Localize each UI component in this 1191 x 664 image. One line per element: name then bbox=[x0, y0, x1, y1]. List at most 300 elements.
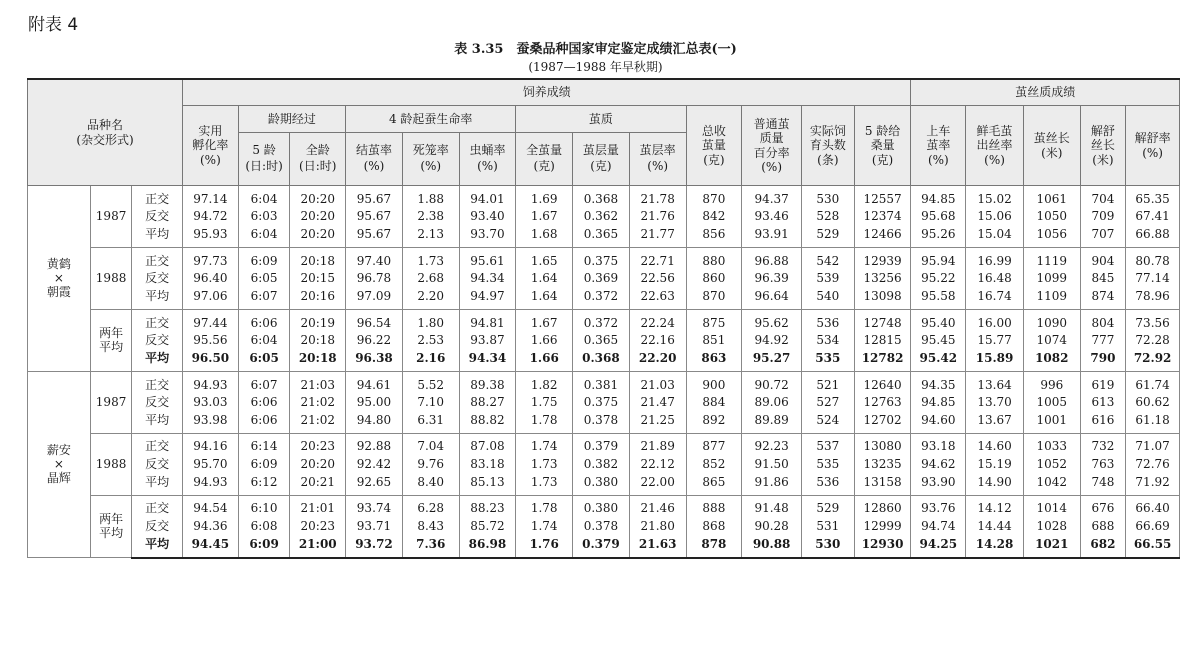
value-cell: 12748 bbox=[854, 309, 911, 331]
value-cell: 93.74 bbox=[346, 495, 403, 517]
value-cell: 22.00 bbox=[629, 473, 686, 495]
whole-weight-header: 全茧量 (克) bbox=[516, 133, 573, 186]
value-cell: 0.378 bbox=[573, 411, 630, 433]
value-cell: 90.72 bbox=[742, 371, 802, 393]
value-cell: 7.04 bbox=[402, 433, 459, 455]
value-cell: 688 bbox=[1080, 517, 1126, 535]
value-cell: 1014 bbox=[1023, 495, 1080, 517]
value-cell: 94.61 bbox=[346, 371, 403, 393]
value-cell: 878 bbox=[686, 535, 742, 558]
value-cell: 892 bbox=[686, 411, 742, 433]
value-cell: 2.38 bbox=[402, 208, 459, 226]
value-cell: 1.74 bbox=[516, 517, 573, 535]
value-cell: 93.46 bbox=[742, 208, 802, 226]
value-cell: 95.67 bbox=[346, 208, 403, 226]
value-cell: 12939 bbox=[854, 247, 911, 269]
value-cell: 888 bbox=[686, 495, 742, 517]
value-cell: 6.31 bbox=[402, 411, 459, 433]
value-cell: 12640 bbox=[854, 371, 911, 393]
table-row bbox=[28, 225, 1180, 247]
value-cell: 1050 bbox=[1023, 208, 1080, 226]
value-cell: 13080 bbox=[854, 433, 911, 455]
value-cell: 6:07 bbox=[238, 371, 290, 393]
value-cell: 529 bbox=[802, 225, 855, 247]
value-cell: 616 bbox=[1080, 411, 1126, 433]
value-cell: 95.62 bbox=[742, 309, 802, 331]
value-cell: 13.70 bbox=[966, 393, 1024, 411]
value-cell: 88.27 bbox=[459, 393, 516, 411]
value-cell: 0.369 bbox=[573, 270, 630, 288]
value-cell: 619 bbox=[1080, 371, 1126, 393]
value-cell: 93.03 bbox=[183, 393, 239, 411]
value-cell: 0.381 bbox=[573, 371, 630, 393]
value-cell: 0.375 bbox=[573, 393, 630, 411]
value-cell: 1.74 bbox=[516, 433, 573, 455]
value-cell: 94.36 bbox=[183, 517, 239, 535]
value-cell: 13.64 bbox=[966, 371, 1024, 393]
value-cell: 95.42 bbox=[911, 349, 966, 371]
value-cell: 1.78 bbox=[516, 495, 573, 517]
value-cell: 94.85 bbox=[911, 393, 966, 411]
value-cell: 676 bbox=[1080, 495, 1126, 517]
value-cell: 1061 bbox=[1023, 186, 1080, 208]
unwind-length-header: 解舒 丝长 (米) bbox=[1080, 106, 1126, 186]
filament-length-header: 茧丝长 (米) bbox=[1023, 106, 1080, 186]
value-cell: 93.72 bbox=[346, 535, 403, 558]
value-cell: 72.28 bbox=[1126, 331, 1180, 349]
value-cell: 95.56 bbox=[183, 331, 239, 349]
value-cell: 21.80 bbox=[629, 517, 686, 535]
value-cell: 12374 bbox=[854, 208, 911, 226]
cross-type-label: 正交 bbox=[132, 309, 183, 331]
value-cell: 732 bbox=[1080, 433, 1126, 455]
value-cell: 14.12 bbox=[966, 495, 1024, 517]
table-row bbox=[28, 331, 1180, 349]
value-cell: 13256 bbox=[854, 270, 911, 288]
value-cell: 1.73 bbox=[402, 247, 459, 269]
value-cell: 90.28 bbox=[742, 517, 802, 535]
value-cell: 6:06 bbox=[238, 411, 290, 433]
value-cell: 12782 bbox=[854, 349, 911, 371]
value-cell: 66.40 bbox=[1126, 495, 1180, 517]
value-cell: 0.380 bbox=[573, 473, 630, 495]
value-cell: 89.38 bbox=[459, 371, 516, 393]
value-cell: 12815 bbox=[854, 331, 911, 349]
cocoon-quality-header: 茧质 bbox=[516, 106, 686, 133]
value-cell: 865 bbox=[686, 473, 742, 495]
value-cell: 1005 bbox=[1023, 393, 1080, 411]
table-row bbox=[28, 208, 1180, 226]
value-cell: 996 bbox=[1023, 371, 1080, 393]
value-cell: 536 bbox=[802, 473, 855, 495]
table-row bbox=[28, 411, 1180, 433]
value-cell: 1074 bbox=[1023, 331, 1080, 349]
vitality-header: 4 龄起蚕生命率 bbox=[346, 106, 516, 133]
value-cell: 0.382 bbox=[573, 455, 630, 473]
value-cell: 93.71 bbox=[346, 517, 403, 535]
value-cell: 1.82 bbox=[516, 371, 573, 393]
value-cell: 97.73 bbox=[183, 247, 239, 269]
value-cell: 92.88 bbox=[346, 433, 403, 455]
value-cell: 0.372 bbox=[573, 309, 630, 331]
value-cell: 2.53 bbox=[402, 331, 459, 349]
value-cell: 9.76 bbox=[402, 455, 459, 473]
value-cell: 530 bbox=[802, 535, 855, 558]
value-cell: 6:12 bbox=[238, 473, 290, 495]
value-cell: 1082 bbox=[1023, 349, 1080, 371]
value-cell: 1.73 bbox=[516, 473, 573, 495]
value-cell: 1033 bbox=[1023, 433, 1080, 455]
cross-type-label: 平均 bbox=[132, 535, 183, 558]
value-cell: 67.41 bbox=[1126, 208, 1180, 226]
value-cell: 2.16 bbox=[402, 349, 459, 371]
value-cell: 1.69 bbox=[516, 186, 573, 208]
value-cell: 6:10 bbox=[238, 495, 290, 517]
value-cell: 868 bbox=[686, 517, 742, 535]
appendix-label: 附表 4 bbox=[28, 15, 79, 35]
value-cell: 21:01 bbox=[290, 495, 346, 517]
table-row bbox=[28, 535, 1180, 558]
value-cell: 5.52 bbox=[402, 371, 459, 393]
value-cell: 6:03 bbox=[238, 208, 290, 226]
pupa-rate-header: 虫蛹率 (%) bbox=[459, 133, 516, 186]
value-cell: 21.47 bbox=[629, 393, 686, 411]
value-cell: 94.93 bbox=[183, 473, 239, 495]
value-cell: 1021 bbox=[1023, 535, 1080, 558]
cross-type-label: 正交 bbox=[132, 371, 183, 393]
cross-type-label: 反交 bbox=[132, 517, 183, 535]
year-cell: 1987 bbox=[90, 371, 132, 433]
value-cell: 527 bbox=[802, 393, 855, 411]
value-cell: 94.34 bbox=[459, 270, 516, 288]
value-cell: 97.06 bbox=[183, 287, 239, 309]
value-cell: 860 bbox=[686, 270, 742, 288]
value-cell: 1001 bbox=[1023, 411, 1080, 433]
value-cell: 96.88 bbox=[742, 247, 802, 269]
value-cell: 900 bbox=[686, 371, 742, 393]
value-cell: 21:02 bbox=[290, 411, 346, 433]
table-row bbox=[28, 371, 1180, 393]
value-cell: 95.26 bbox=[911, 225, 966, 247]
value-cell: 95.94 bbox=[911, 247, 966, 269]
value-cell: 66.55 bbox=[1126, 535, 1180, 558]
value-cell: 1042 bbox=[1023, 473, 1080, 495]
value-cell: 877 bbox=[686, 433, 742, 455]
value-cell: 8.43 bbox=[402, 517, 459, 535]
shell-weight-header: 茧层量 (克) bbox=[573, 133, 630, 186]
value-cell: 0.379 bbox=[573, 433, 630, 455]
value-cell: 6:09 bbox=[238, 535, 290, 558]
value-cell: 8.40 bbox=[402, 473, 459, 495]
value-cell: 1.76 bbox=[516, 535, 573, 558]
value-cell: 12763 bbox=[854, 393, 911, 411]
value-cell: 20:18 bbox=[290, 247, 346, 269]
table-row bbox=[28, 495, 1180, 517]
value-cell: 6:14 bbox=[238, 433, 290, 455]
value-cell: 535 bbox=[802, 349, 855, 371]
value-cell: 1.78 bbox=[516, 411, 573, 433]
value-cell: 93.90 bbox=[911, 473, 966, 495]
year-cell: 1988 bbox=[90, 433, 132, 495]
value-cell: 89.89 bbox=[742, 411, 802, 433]
value-cell: 15.77 bbox=[966, 331, 1024, 349]
value-cell: 6:06 bbox=[238, 309, 290, 331]
value-cell: 6.28 bbox=[402, 495, 459, 517]
value-cell: 20:20 bbox=[290, 186, 346, 208]
table-row bbox=[28, 433, 1180, 455]
value-cell: 80.78 bbox=[1126, 247, 1180, 269]
value-cell: 95.68 bbox=[911, 208, 966, 226]
results-table bbox=[27, 78, 1180, 559]
value-cell: 6:09 bbox=[238, 247, 290, 269]
value-cell: 94.25 bbox=[911, 535, 966, 558]
value-cell: 6:09 bbox=[238, 455, 290, 473]
value-cell: 542 bbox=[802, 247, 855, 269]
value-cell: 845 bbox=[1080, 270, 1126, 288]
value-cell: 95.93 bbox=[183, 225, 239, 247]
value-cell: 874 bbox=[1080, 287, 1126, 309]
instar-header: 龄期经过 bbox=[238, 106, 345, 133]
rearing-header: 饲养成绩 bbox=[183, 79, 911, 106]
cross-type-label: 平均 bbox=[132, 287, 183, 309]
year-cell: 两年 平均 bbox=[90, 495, 132, 557]
value-cell: 96.50 bbox=[183, 349, 239, 371]
value-cell: 12466 bbox=[854, 225, 911, 247]
value-cell: 20:19 bbox=[290, 309, 346, 331]
value-cell: 20:18 bbox=[290, 331, 346, 349]
value-cell: 2.20 bbox=[402, 287, 459, 309]
value-cell: 6:06 bbox=[238, 393, 290, 411]
raw-silk-rate-header: 鲜毛茧 出丝率 (%) bbox=[966, 106, 1024, 186]
table-row bbox=[28, 247, 1180, 269]
value-cell: 61.74 bbox=[1126, 371, 1180, 393]
cross-type-label: 平均 bbox=[132, 473, 183, 495]
value-cell: 22.12 bbox=[629, 455, 686, 473]
value-cell: 1090 bbox=[1023, 309, 1080, 331]
value-cell: 95.40 bbox=[911, 309, 966, 331]
value-cell: 66.88 bbox=[1126, 225, 1180, 247]
value-cell: 96.40 bbox=[183, 270, 239, 288]
value-cell: 530 bbox=[802, 186, 855, 208]
value-cell: 94.72 bbox=[183, 208, 239, 226]
value-cell: 15.02 bbox=[966, 186, 1024, 208]
value-cell: 93.18 bbox=[911, 433, 966, 455]
value-cell: 93.87 bbox=[459, 331, 516, 349]
cross-type-label: 反交 bbox=[132, 393, 183, 411]
value-cell: 21:00 bbox=[290, 535, 346, 558]
value-cell: 6:07 bbox=[238, 287, 290, 309]
value-cell: 72.92 bbox=[1126, 349, 1180, 371]
value-cell: 856 bbox=[686, 225, 742, 247]
table-row bbox=[28, 270, 1180, 288]
value-cell: 1.66 bbox=[516, 349, 573, 371]
value-cell: 904 bbox=[1080, 247, 1126, 269]
value-cell: 13235 bbox=[854, 455, 911, 473]
value-cell: 6:04 bbox=[238, 186, 290, 208]
value-cell: 97.14 bbox=[183, 186, 239, 208]
value-cell: 15.06 bbox=[966, 208, 1024, 226]
value-cell: 6:04 bbox=[238, 331, 290, 349]
value-cell: 95.58 bbox=[911, 287, 966, 309]
cross-type-label: 平均 bbox=[132, 225, 183, 247]
value-cell: 1052 bbox=[1023, 455, 1080, 473]
value-cell: 1.75 bbox=[516, 393, 573, 411]
value-cell: 86.98 bbox=[459, 535, 516, 558]
value-cell: 1.68 bbox=[516, 225, 573, 247]
value-cell: 20:21 bbox=[290, 473, 346, 495]
value-cell: 537 bbox=[802, 433, 855, 455]
dead-rate-header: 死笼率 (%) bbox=[402, 133, 459, 186]
cocoon-rate-header: 结茧率 (%) bbox=[346, 133, 403, 186]
normal-rate-header: 普通茧 质量 百分率 (%) bbox=[742, 106, 802, 186]
table-header bbox=[28, 79, 1180, 186]
instar-all-header: 全龄 (日:时) bbox=[290, 133, 346, 186]
value-cell: 13098 bbox=[854, 287, 911, 309]
value-cell: 93.70 bbox=[459, 225, 516, 247]
value-cell: 21.03 bbox=[629, 371, 686, 393]
value-cell: 20:18 bbox=[290, 349, 346, 371]
leaf5-header: 5 龄给 桑量 (克) bbox=[854, 106, 911, 186]
value-cell: 60.62 bbox=[1126, 393, 1180, 411]
value-cell: 21.78 bbox=[629, 186, 686, 208]
value-cell: 6:04 bbox=[238, 225, 290, 247]
value-cell: 540 bbox=[802, 287, 855, 309]
value-cell: 95.67 bbox=[346, 225, 403, 247]
value-cell: 65.35 bbox=[1126, 186, 1180, 208]
value-cell: 95.27 bbox=[742, 349, 802, 371]
value-cell: 20:20 bbox=[290, 225, 346, 247]
value-cell: 77.14 bbox=[1126, 270, 1180, 288]
value-cell: 539 bbox=[802, 270, 855, 288]
value-cell: 1.64 bbox=[516, 270, 573, 288]
value-cell: 96.39 bbox=[742, 270, 802, 288]
value-cell: 0.372 bbox=[573, 287, 630, 309]
table-body bbox=[28, 186, 1180, 558]
cross-type-label: 反交 bbox=[132, 455, 183, 473]
value-cell: 2.13 bbox=[402, 225, 459, 247]
value-cell: 71.07 bbox=[1126, 433, 1180, 455]
value-cell: 22.16 bbox=[629, 331, 686, 349]
value-cell: 88.82 bbox=[459, 411, 516, 433]
value-cell: 22.63 bbox=[629, 287, 686, 309]
value-cell: 15.89 bbox=[966, 349, 1024, 371]
value-cell: 852 bbox=[686, 455, 742, 473]
value-cell: 20:16 bbox=[290, 287, 346, 309]
value-cell: 94.81 bbox=[459, 309, 516, 331]
value-cell: 94.74 bbox=[911, 517, 966, 535]
value-cell: 96.38 bbox=[346, 349, 403, 371]
value-cell: 14.90 bbox=[966, 473, 1024, 495]
value-cell: 524 bbox=[802, 411, 855, 433]
unwind-rate-header: 解舒率 (%) bbox=[1126, 106, 1180, 186]
value-cell: 88.23 bbox=[459, 495, 516, 517]
value-cell: 87.08 bbox=[459, 433, 516, 455]
cross-type-label: 反交 bbox=[132, 208, 183, 226]
value-cell: 21:03 bbox=[290, 371, 346, 393]
table-row bbox=[28, 309, 1180, 331]
value-cell: 535 bbox=[802, 455, 855, 473]
value-cell: 763 bbox=[1080, 455, 1126, 473]
value-cell: 94.45 bbox=[183, 535, 239, 558]
value-cell: 0.380 bbox=[573, 495, 630, 517]
value-cell: 0.365 bbox=[573, 331, 630, 349]
value-cell: 21.46 bbox=[629, 495, 686, 517]
value-cell: 13.67 bbox=[966, 411, 1024, 433]
year-cell: 两年 平均 bbox=[90, 309, 132, 371]
value-cell: 94.93 bbox=[183, 371, 239, 393]
value-cell: 20:15 bbox=[290, 270, 346, 288]
value-cell: 94.62 bbox=[911, 455, 966, 473]
cross-type-label: 正交 bbox=[132, 186, 183, 208]
cross-type-label: 反交 bbox=[132, 270, 183, 288]
table-row bbox=[28, 455, 1180, 473]
value-cell: 21:02 bbox=[290, 393, 346, 411]
cross-type-label: 正交 bbox=[132, 433, 183, 455]
value-cell: 12999 bbox=[854, 517, 911, 535]
value-cell: 528 bbox=[802, 208, 855, 226]
value-cell: 89.06 bbox=[742, 393, 802, 411]
value-cell: 870 bbox=[686, 287, 742, 309]
variety-name: 薪安 × 晶辉 bbox=[28, 371, 91, 557]
value-cell: 20:20 bbox=[290, 208, 346, 226]
cross-type-label: 平均 bbox=[132, 349, 183, 371]
variety-header: 品种名 (杂交形式) bbox=[28, 79, 183, 186]
table-row bbox=[28, 186, 1180, 208]
value-cell: 92.65 bbox=[346, 473, 403, 495]
value-cell: 90.88 bbox=[742, 535, 802, 558]
value-cell: 15.19 bbox=[966, 455, 1024, 473]
value-cell: 0.368 bbox=[573, 349, 630, 371]
value-cell: 66.69 bbox=[1126, 517, 1180, 535]
value-cell: 94.60 bbox=[911, 411, 966, 433]
value-cell: 21.63 bbox=[629, 535, 686, 558]
value-cell: 96.22 bbox=[346, 331, 403, 349]
value-cell: 96.64 bbox=[742, 287, 802, 309]
value-cell: 7.36 bbox=[402, 535, 459, 558]
value-cell: 13158 bbox=[854, 473, 911, 495]
value-cell: 20:20 bbox=[290, 455, 346, 473]
value-cell: 92.23 bbox=[742, 433, 802, 455]
value-cell: 85.72 bbox=[459, 517, 516, 535]
value-cell: 707 bbox=[1080, 225, 1126, 247]
value-cell: 97.40 bbox=[346, 247, 403, 269]
year-cell: 1988 bbox=[90, 247, 132, 309]
value-cell: 94.16 bbox=[183, 433, 239, 455]
total-yield-header: 总收 茧量 (克) bbox=[686, 106, 742, 186]
value-cell: 748 bbox=[1080, 473, 1126, 495]
value-cell: 83.18 bbox=[459, 455, 516, 473]
value-cell: 22.24 bbox=[629, 309, 686, 331]
value-cell: 0.378 bbox=[573, 517, 630, 535]
value-cell: 682 bbox=[1080, 535, 1126, 558]
hatch-rate-header: 实用 孵化率 (%) bbox=[183, 106, 239, 186]
value-cell: 21.89 bbox=[629, 433, 686, 455]
reared-heads-header: 实际饲 育头数 (条) bbox=[802, 106, 855, 186]
value-cell: 6:05 bbox=[238, 270, 290, 288]
value-cell: 14.60 bbox=[966, 433, 1024, 455]
value-cell: 1056 bbox=[1023, 225, 1080, 247]
value-cell: 97.44 bbox=[183, 309, 239, 331]
value-cell: 884 bbox=[686, 393, 742, 411]
value-cell: 20:23 bbox=[290, 517, 346, 535]
value-cell: 93.91 bbox=[742, 225, 802, 247]
value-cell: 94.37 bbox=[742, 186, 802, 208]
value-cell: 842 bbox=[686, 208, 742, 226]
value-cell: 0.375 bbox=[573, 247, 630, 269]
value-cell: 1028 bbox=[1023, 517, 1080, 535]
value-cell: 1.88 bbox=[402, 186, 459, 208]
value-cell: 2.68 bbox=[402, 270, 459, 288]
